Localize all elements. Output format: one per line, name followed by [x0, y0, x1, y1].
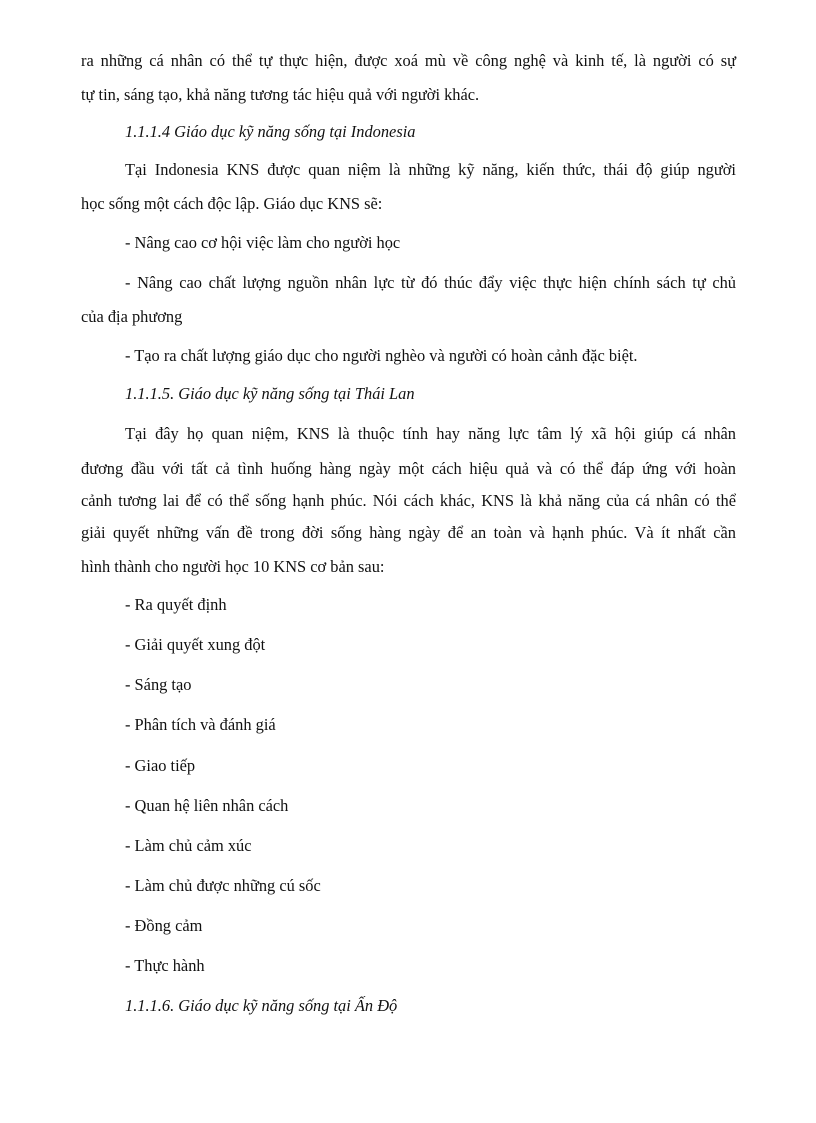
indonesia-item-2-line-1: - Nâng cao chất lượng nguồn nhân lực từ đó thúc đẩy việc thực hiện chính sách tự chủ — [125, 273, 736, 292]
indonesia-para-line-1: Tại Indonesia KNS được quan niệm là những kỹ năng, kiến thức, thái độ giúp người — [125, 160, 736, 179]
indonesia-item-1: - Nâng cao cơ hội việc làm cho người học — [125, 233, 401, 252]
indonesia-para-line-2: học sống một cách độc lập. Giáo dục KNS sẽ: — [81, 194, 383, 213]
skill-list-item: - Đồng cảm — [125, 916, 203, 935]
thailand-para-line-5: hình thành cho người học 10 KNS cơ bản sau: — [81, 557, 385, 576]
skill-list-item: - Ra quyết định — [125, 595, 227, 614]
intro-line-1: ra những cá nhân có thể tự thực hiện, được xoá mù về công nghệ và kinh tế, là người có sự — [81, 51, 736, 70]
skill-list-item: - Phân tích và đánh giá — [125, 715, 276, 734]
skill-list-item: - Thực hành — [125, 956, 205, 975]
skill-list-item: - Sáng tạo — [125, 675, 192, 694]
heading-indonesia: 1.1.1.4 Giáo dục kỹ năng sống tại Indonesia — [125, 122, 416, 141]
thailand-para-line-2: đương đầu với tất cả tình huống hàng ngày một cách hiệu quả và có thể đáp ứng với hoàn — [81, 459, 736, 478]
heading-thailand: 1.1.1.5. Giáo dục kỹ năng sống tại Thái Lan — [125, 384, 415, 403]
skill-list-item: - Giải quyết xung đột — [125, 635, 266, 654]
skill-list-item: - Giao tiếp — [125, 756, 196, 775]
indonesia-item-3: - Tạo ra chất lượng giáo dục cho người nghèo và người có hoàn cảnh đặc biệt. — [125, 346, 638, 365]
skill-list-item: - Quan hệ liên nhân cách — [125, 796, 289, 815]
indonesia-item-2-line-2: của địa phương — [81, 307, 183, 326]
skill-list-item: - Làm chủ cảm xúc — [125, 836, 252, 855]
skill-list-item: - Làm chủ được những cú sốc — [125, 876, 321, 895]
thailand-para-line-3: cảnh tương lai để có thể sống hạnh phúc. Nói cách khác, KNS là khả năng của cá nhân có thể — [81, 491, 736, 510]
thailand-para-line-1: Tại đây họ quan niệm, KNS là thuộc tính hay năng lực tâm lý xã hội giúp cá nhân — [125, 424, 736, 443]
heading-india: 1.1.1.6. Giáo dục kỹ năng sống tại Ấn Độ — [125, 996, 398, 1015]
intro-line-2: tự tin, sáng tạo, khả năng tương tác hiệu quả với người khác. — [81, 85, 480, 104]
thailand-para-line-4: giải quyết những vấn đề trong đời sống hàng ngày để an toàn và hạnh phúc. Và ít nhất cần — [81, 523, 736, 542]
